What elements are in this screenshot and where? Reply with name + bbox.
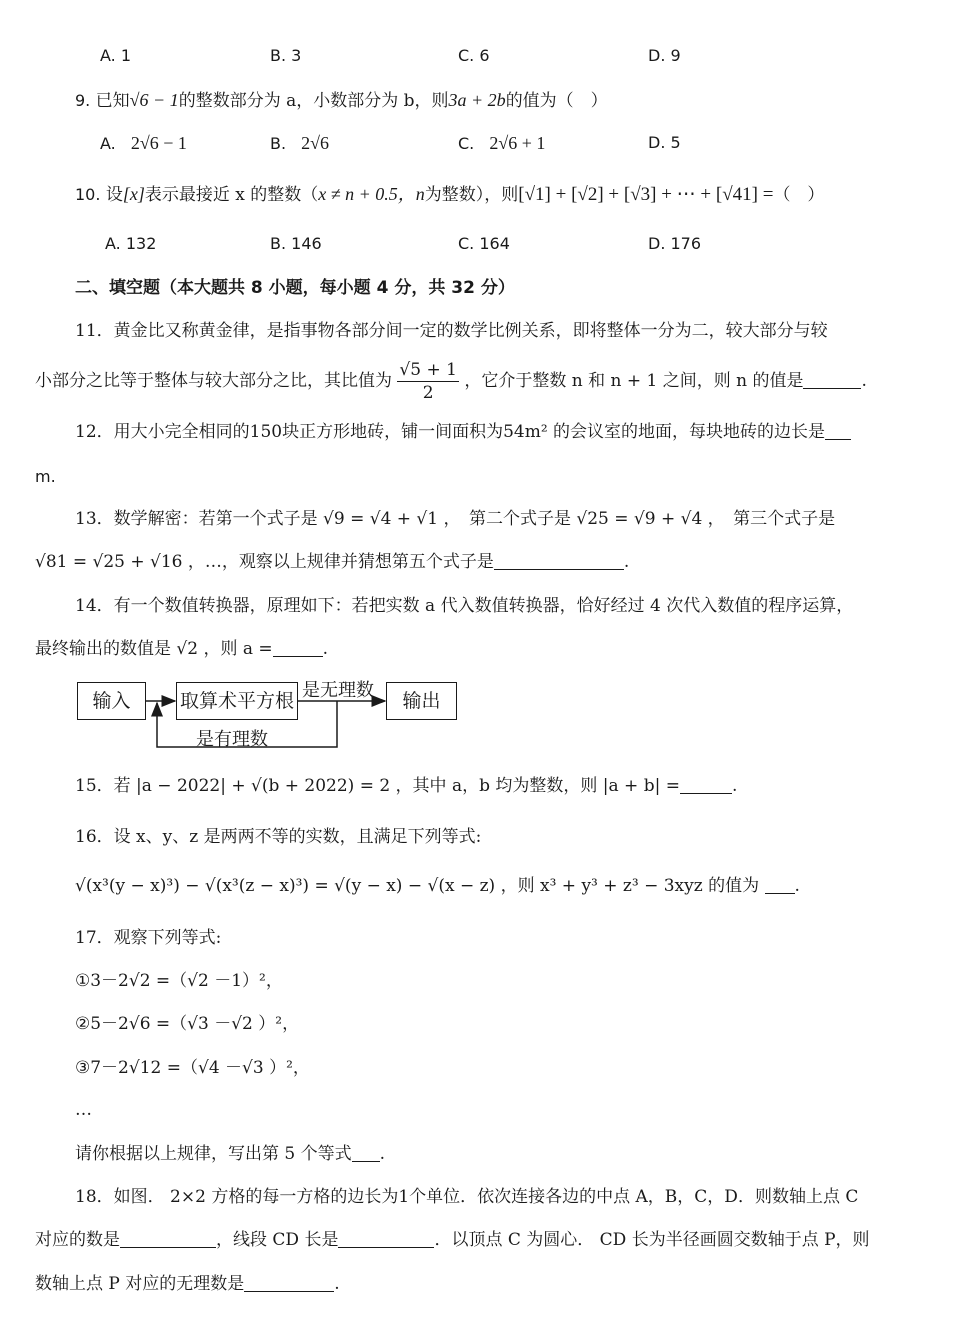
q11-text-pre: 小部分之比等于整体与较大部分之比，其比值为 xyxy=(35,371,392,391)
q13-text: √81 = √25 + √16 ，…，观察以上规律并猜想第五个式子是 xyxy=(35,552,494,572)
q8-option-a: A. 1 xyxy=(100,46,132,65)
q13-end: . xyxy=(623,552,630,572)
q18-line-3 xyxy=(35,1272,340,1296)
q18-line-2 xyxy=(35,1228,870,1252)
q14-text: 最终输出的数值是 √2 ，则 a = xyxy=(35,639,273,659)
q15-end: . xyxy=(731,776,738,796)
q9-expr: √6 − 1 xyxy=(129,90,179,110)
q16-line-2 xyxy=(75,874,800,898)
q8-option-b: B. 3 xyxy=(270,46,302,65)
q10-condition: x ≠ n + 0.5，n xyxy=(318,184,425,204)
flow-output-box: 输出 xyxy=(386,682,457,720)
q9-text-pre: 已知 xyxy=(95,91,130,111)
q17-ask-text: 请你根据以上规律，写出第 5 个等式 xyxy=(75,1144,352,1164)
q10-text-mid: 表示最接近 x 的整数（ xyxy=(144,185,319,205)
q18-text-b: ，线段 CD 长是 xyxy=(216,1230,339,1250)
q9-option-b-label: B. xyxy=(270,134,287,153)
q11-end: . xyxy=(861,371,867,391)
q18-text-c: ．以顶点 C 为圆心． CD 长为半径画圆交数轴于点 P，则 xyxy=(434,1230,870,1250)
q17-answer-blank[interactable] xyxy=(352,1143,380,1162)
q10-number: 10. xyxy=(75,185,101,204)
q17-end: . xyxy=(379,1144,386,1164)
q11-text-post: ，它介于整数 n 和 n + 1 之间，则 n 的值是 xyxy=(464,371,804,391)
q9-text-post: 的值为（ ） xyxy=(505,91,608,111)
q11-fraction-denominator: 2 xyxy=(422,383,434,403)
q8-option-d: D. 9 xyxy=(648,46,681,65)
q18-line-1: 18．如图． 2×2 方格的每一方格的边长为1个单位．依次连接各边的中点 A，B，C，D．则数轴上点 C xyxy=(75,1187,859,1207)
q10-text-pre: 设 xyxy=(105,185,123,205)
q9-option-a-value: 2√6 − 1 xyxy=(130,133,187,153)
q9-number: 9. xyxy=(75,91,91,110)
q17-eq-3: ③7－2√12 =（√4 －√3 ）²， xyxy=(75,1058,310,1078)
q8-option-c: C. 6 xyxy=(458,46,490,65)
q14-line-1: 14．有一个数值转换器，原理如下：若把实数 a 代入数值转换器，恰好经过 4 次代入数值的程序运算， xyxy=(75,596,854,616)
q18-end: . xyxy=(334,1274,340,1294)
q9-option-a-label: A. xyxy=(100,134,116,153)
q9-option-c-label: C. xyxy=(458,134,475,153)
q10-text-post: （ ） xyxy=(773,185,825,205)
q9-option-b-value: 2√6 xyxy=(301,133,330,153)
question-15 xyxy=(75,774,737,798)
q16-end: . xyxy=(794,876,800,896)
q9-text-mid: 的整数部分为 a，小数部分为 b，则 xyxy=(178,91,449,111)
section-2-title: 二、填空题（本大题共 8 小题，每小题 4 分，共 32 分） xyxy=(75,278,515,298)
q13-line-1: 13．数学解密：若第一个式子是 √9 = √4 + √1 ， 第二个式子是 √25 = √9 + √4 ， 第三个式子是 xyxy=(75,509,836,529)
q17-eq-2: ②5－2√6 =（√3 －√2 ）²， xyxy=(75,1014,300,1034)
q9-expr2: 3a + 2b xyxy=(448,90,506,110)
q18-answer-blank-p[interactable] xyxy=(244,1273,334,1292)
q12-text: 12．用大小完全相同的150块正方形地砖，铺一间面积为54m² 的会议室的地面，每块地砖的边长是 xyxy=(75,422,826,442)
q11-fraction-numerator: √5 + 1 xyxy=(399,360,457,380)
q18-answer-blank-cd[interactable] xyxy=(338,1229,434,1248)
q17-line-1: 17．观察下列等式: xyxy=(75,928,222,948)
q15-text: 15．若 |a − 2022| + √(b + 2022) = 2 ，其中 a，b 均为整数，则 |a + b| = xyxy=(75,776,680,796)
flow-label-rational: 是有理数 xyxy=(196,729,268,750)
q14-end: . xyxy=(322,639,329,659)
q10-option-c: C. 164 xyxy=(458,234,510,253)
flow-process-box: 取算术平方根 xyxy=(176,682,298,720)
q16-equation: √(x³(y − x)³) − √(x³(z − x)³) = √(y − x) − √(x − z) ，则 x³ + y³ + z³ − 3xyz 的值为 xyxy=(75,876,760,896)
q17-dots: … xyxy=(75,1100,92,1120)
q10-option-d: D. 176 xyxy=(648,234,702,253)
q10-text-mid2: 为整数），则 xyxy=(424,185,519,205)
q9-option-c-value: 2√6 + 1 xyxy=(489,133,546,153)
q15-answer-blank[interactable] xyxy=(680,775,732,794)
q10-series: [√1] + [√2] + [√3] + ⋯ + [√41] = xyxy=(518,184,774,205)
q11-line-1: 11．黄金比又称黄金律，是指事物各部分间一定的数学比例关系，即将整体一分为二，较大部分与较 xyxy=(75,321,828,341)
q16-answer-blank[interactable] xyxy=(765,875,795,894)
q18-answer-blank-c[interactable] xyxy=(120,1229,216,1248)
q17-ask xyxy=(75,1142,385,1166)
q12-line-2: m. xyxy=(35,467,56,486)
q9-option-d: D. 5 xyxy=(648,133,681,152)
q10-option-b: B. 146 xyxy=(270,234,322,253)
q18-text-d: 数轴上点 P 对应的无理数是 xyxy=(35,1274,245,1294)
flow-label-irrational: 是无理数 xyxy=(302,680,374,701)
flow-input-box: 输入 xyxy=(77,682,146,720)
q16-line-1: 16．设 x、y、z 是两两不等的实数，且满足下列等式: xyxy=(75,827,482,847)
q10-bracket-x: [x] xyxy=(122,184,145,204)
q17-eq-1: ①3－2√2 =（√2 －1）²， xyxy=(75,971,283,991)
q18-text-a: 对应的数是 xyxy=(35,1230,120,1250)
q10-option-a: A. 132 xyxy=(105,234,157,253)
